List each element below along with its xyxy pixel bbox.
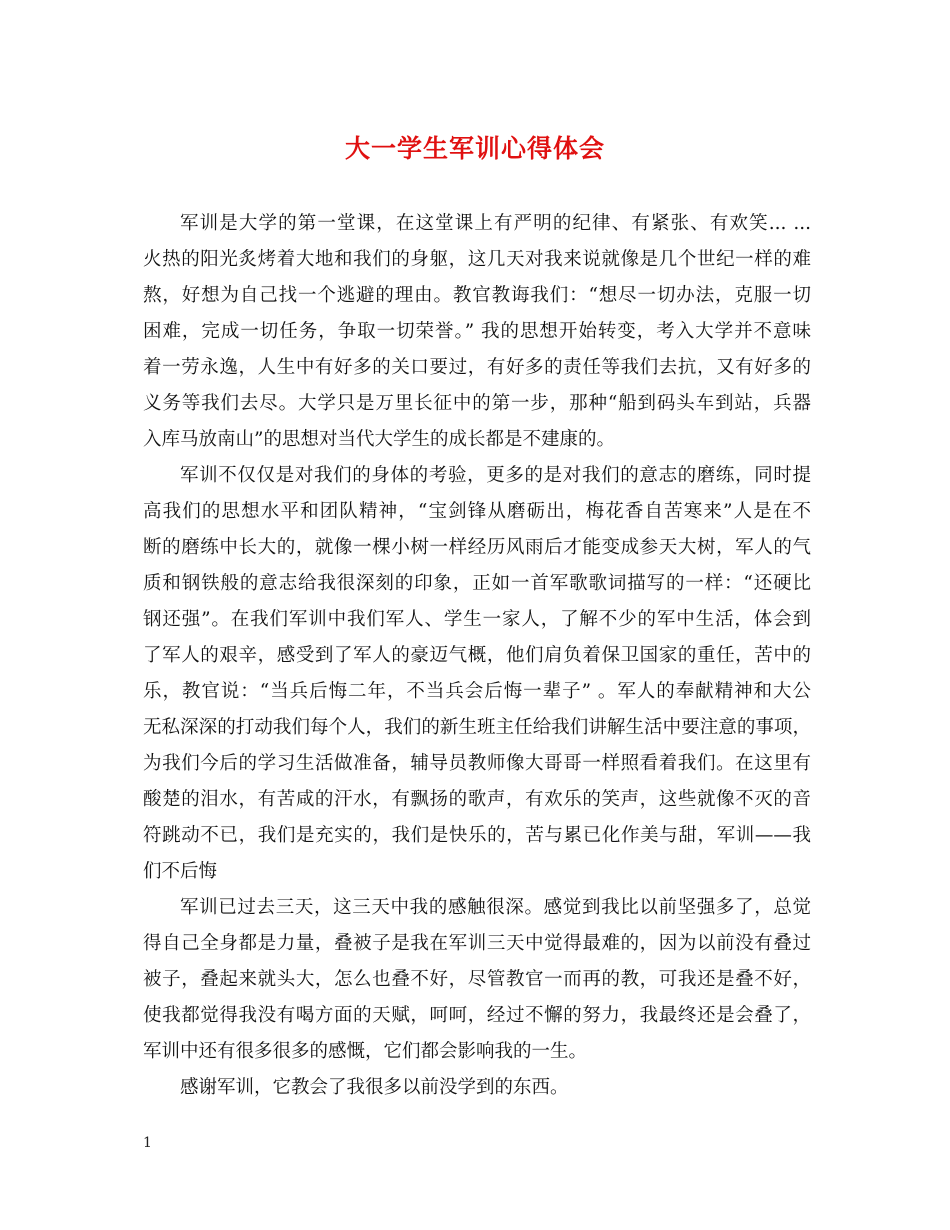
text-line: 入库马放南山”的思想对当代大学生的成长都是不建康的。 (143, 429, 615, 450)
paragraph-2 (143, 458, 811, 890)
paragraph-3 (143, 890, 811, 1070)
text-line: 钢还强”。在我们军训中我们军人、学生一家人，了解不少的军中生活，体会到 (143, 609, 811, 630)
text-line: 军训已过去三天，这三天中我的感触很深。感觉到我比以前坚强多了，总觉 (180, 897, 811, 918)
text-line: 无私深深的打动我们每个人，我们的新生班主任给我们讲解生活中要注意的事项， (143, 717, 811, 738)
text-line: 为我们今后的学习生活做准备，辅导员教师像大哥哥一样照看着我们。在这里有 (143, 753, 811, 774)
text-line: 军训中还有很多很多的感慨，它们都会影响我的一生。 (143, 1041, 588, 1062)
text-line: 困难，完成一切任务，争取一切荣誉。” 我的思想开始转变，考入大学并不意味 (143, 321, 811, 342)
text-line: 质和钢铁般的意志给我很深刻的印象，正如一首军歌歌词描写的一样：“还硬比 (143, 573, 811, 594)
text-line: 义务等我们去尽。大学只是万里长征中的第一步，那种“船到码头车到站，兵器 (143, 393, 811, 414)
paragraph-1 (143, 206, 811, 458)
text-line: 符跳动不已，我们是充实的，我们是快乐的，苦与累已化作美与甜，军训——我 (143, 825, 811, 846)
document-title: 大一学生军训心得体会 (344, 134, 605, 163)
text-line: 感谢军训，它教会了我很多以前没学到的东西。 (180, 1077, 569, 1098)
paragraph-4 (143, 1070, 811, 1106)
text-line: 乐，教官说：“当兵后悔二年，不当兵会后悔一辈子” 。军人的奉献精神和大公 (143, 681, 811, 702)
text-line: 军训不仅仅是对我们的身体的考验，更多的是对我们的意志的磨练，同时提 (180, 465, 811, 486)
text-line: 着一劳永逸，人生中有好多的关口要过，有好多的责任等我们去抗，又有好多的 (143, 357, 811, 378)
text-line: 高我们的思想水平和团队精神，“宝剑锋从磨砺出，梅花香自苦寒来”人是在不 (143, 501, 811, 522)
text-line: 军训是大学的第一堂课，在这堂课上有严明的纪律、有紧张、有欢笑... ... (180, 213, 811, 234)
text-line: 酸楚的泪水，有苦咸的汗水，有飘扬的歌声，有欢乐的笑声，这些就像不灭的音 (143, 789, 811, 810)
text-line: 熬，好想为自己找一个逃避的理由。教官教诲我们：“想尽一切办法，克服一切 (143, 285, 811, 306)
text-line: 了军人的艰辛，感受到了军人的豪迈气概，他们肩负着保卫国家的重任，苦中的 (143, 645, 811, 666)
text-line: 们不后悔 (143, 861, 218, 882)
text-line: 被子，叠起来就头大，怎么也叠不好，尽管教官一而再的教，可我还是叠不好， (143, 969, 811, 990)
text-line: 火热的阳光炙烤着大地和我们的身躯，这几天对我来说就像是几个世纪一样的难 (143, 249, 811, 270)
text-line: 使我都觉得我没有喝方面的天赋，呵呵，经过不懈的努力，我最终还是会叠了， (143, 1005, 811, 1026)
page-number: 1 (143, 1135, 152, 1151)
text-line: 断的磨练中长大的，就像一棵小树一样经历风雨后才能变成参天大树，军人的气 (143, 537, 811, 558)
document-body (143, 206, 811, 1106)
text-line: 得自己全身都是力量，叠被子是我在军训三天中觉得最难的，因为以前没有叠过 (143, 933, 811, 954)
